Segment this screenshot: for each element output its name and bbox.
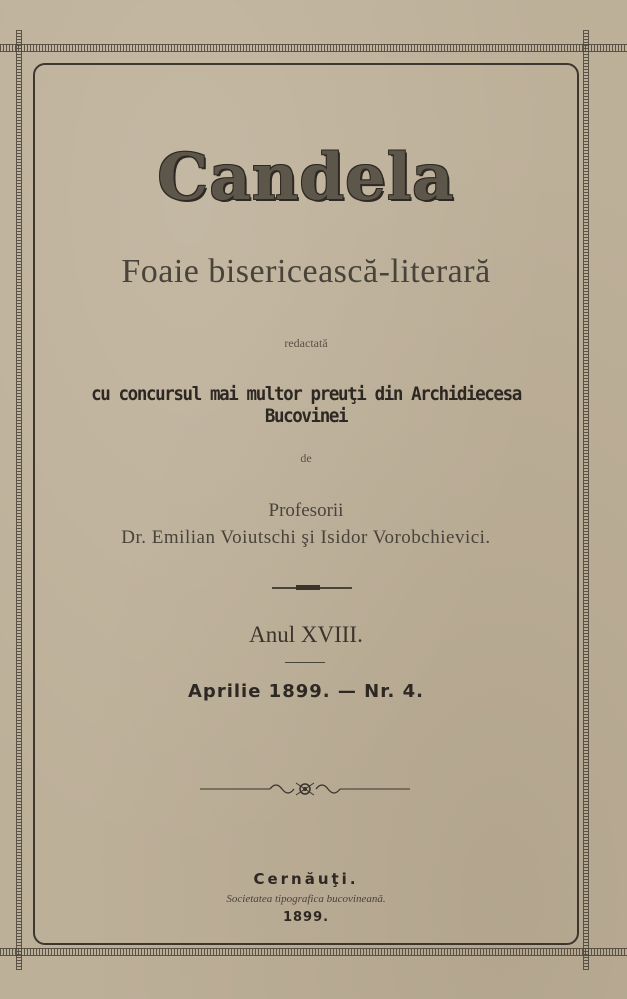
publication-year: 1899. (282, 910, 330, 925)
concurs-line: cu concursul mai multor preuţi din Archidiecesa Bucovinei (91, 383, 521, 427)
journal-subtitle: Foaie bisericească-literară (121, 253, 491, 290)
short-divider (285, 662, 325, 663)
left-border-rule (16, 30, 22, 970)
de-text: de (300, 451, 312, 465)
bottom-border-rule (0, 948, 627, 956)
redactata-text: redactată (284, 336, 328, 350)
authors-line: Dr. Emilian Voiutschi şi Isidor Vorobchievici. (121, 527, 491, 548)
ornament-icon (200, 778, 410, 800)
right-border-rule (583, 30, 589, 970)
top-border-rule (0, 44, 627, 52)
printer-name: Societatea tipografica bucovineană. (226, 893, 386, 905)
profesorii-label: Profesorii (268, 500, 344, 521)
journal-title: Candela (157, 140, 455, 215)
volume-year: Anul XVIII. (249, 622, 363, 647)
divider-bar (296, 585, 320, 590)
place-name: Cernăuţi. (253, 870, 359, 888)
issue-date: Aprilie 1899. — Nr. 4. (188, 681, 424, 702)
